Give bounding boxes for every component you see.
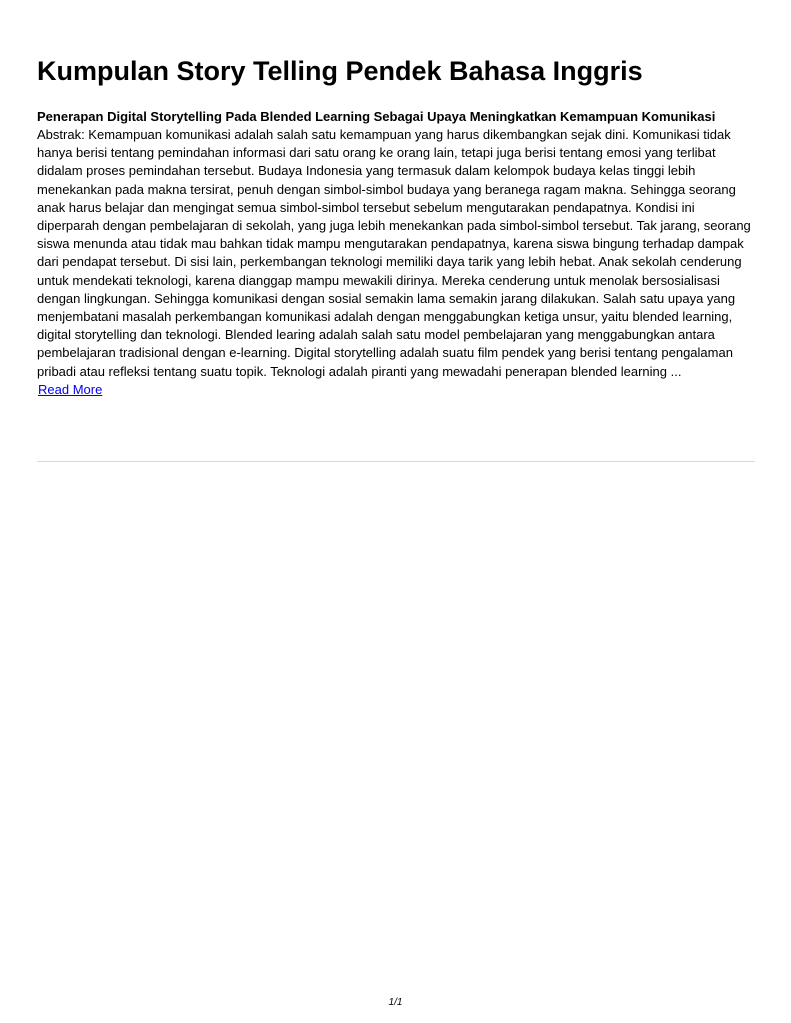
article-heading: Penerapan Digital Storytelling Pada Blended Learning Sebagai Upaya Meningkatkan Kemampuan Komunikasi bbox=[37, 109, 716, 124]
article-entry bbox=[37, 108, 755, 399]
page-number: 1/1 bbox=[388, 997, 403, 1008]
article-abstract: Abstrak: Kemampuan komunikasi adalah salah satu kemampuan yang harus dikembangkan sejak dini. Komunikasi tidak hanya berisi tentang pemindahan informasi dari satu orang ke orang lain, tetapi juga berisi tentang emosi yang terlibat didalam proses pemindahan tersebut. Budaya Indonesia yang termasuk dalam kelompok budaya kelas tinggi lebih menekankan pada makna tersirat, penuh dengan simbol-simbol budaya yang beranega ragam makna. Sehingga seorang anak harus belajar dan mengingat semua simbol-simbol tersebut sebelum mengutarakan pendapatnya. Kondisi ini diperparah dengan pembelajaran di sekolah, yang juga lebih menekankan pada simbol-simbol tersebut. Tak jarang, seorang siswa menunda atau tidak mau bahkan tidak mampu mengutarakan pendapatnya, karena siswa bingung terhadap dampak dari pendapat tersebut. Di sisi lain, perkembangan teknologi memiliki daya tarik yang lebih hebat. Anak sekolah cenderung untuk mendekati teknologi, karena dianggap mampu mewakili dirinya. Mereka cenderung untuk menolak bersosialisasi dengan lingkungan. Sehingga komunikasi dengan sosial semakin lama semakin jarang dilakukan. Salah satu upaya yang menjembatani masalah perkembangan komunikasi adalah dengan menggabungkan ketiga unsur, yaitu blended learning, digital storytelling dan teknologi. Blended learing adalah salah satu model pembelajaran yang menggabungkan antara pembelajaran tradisional dengan e-learning. Digital storytelling adalah suatu film pendek yang berisi tentang pengalaman pribadi atau refleksi tentang suatu topik. Teknologi adalah piranti yang mewadahi penerapan blended learning ... bbox=[37, 127, 751, 379]
divider bbox=[37, 461, 755, 462]
read-more-link[interactable]: Read More bbox=[38, 381, 103, 397]
page-title: Kumpulan Story Telling Pendek Bahasa Inggris bbox=[37, 56, 643, 86]
